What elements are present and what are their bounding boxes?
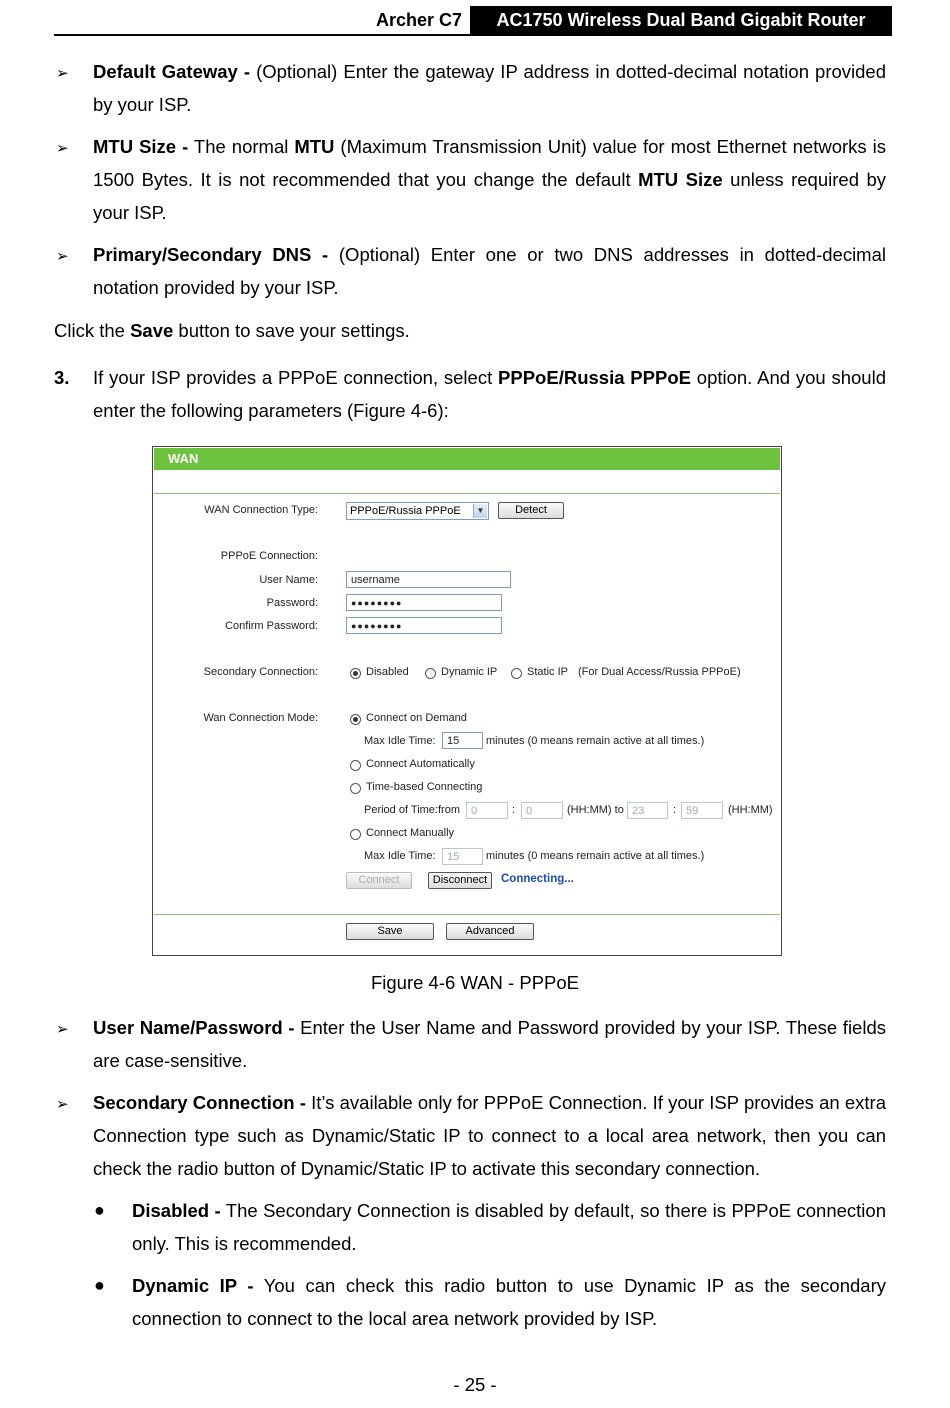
hhmm-to-label: (HH:MM) to bbox=[567, 804, 624, 816]
time-colon: : bbox=[512, 804, 516, 816]
step-number: 3. bbox=[54, 367, 70, 388]
username-label: User Name: bbox=[259, 574, 318, 586]
bullet-arrow-icon: ➢ bbox=[56, 140, 69, 157]
username-input[interactable]: username bbox=[346, 571, 511, 588]
page-header bbox=[54, 4, 892, 36]
bullet-arrow-icon: ➢ bbox=[56, 65, 69, 82]
radio-connect-manually[interactable] bbox=[350, 829, 361, 840]
connect-button[interactable]: Connect bbox=[346, 872, 412, 889]
radio-label-disabled: Disabled bbox=[366, 666, 409, 678]
bullet-arrow-icon: ➢ bbox=[56, 1096, 69, 1113]
secondary-note: (For Dual Access/Russia PPPoE) bbox=[578, 666, 741, 678]
max-idle-manual-input[interactable]: 15 bbox=[442, 848, 483, 865]
header-model: Archer C7 bbox=[375, 10, 462, 30]
confirm-password-input[interactable]: ●●●●●●●● bbox=[346, 617, 502, 634]
detect-button[interactable]: Detect bbox=[498, 502, 564, 519]
save-note: Click the Save button to save your settings. bbox=[54, 320, 410, 341]
wan-panel-title: WAN bbox=[154, 448, 780, 470]
connecting-status: Connecting... bbox=[501, 873, 574, 885]
radio-label-time-based: Time-based Connecting bbox=[366, 781, 483, 793]
bullet-dns: Primary/Secondary DNS - (Optional) Enter one or two DNS addresses in dotted-decimal notation provided by your ISP. bbox=[93, 244, 886, 298]
sub-bullet-disabled: Disabled - The Secondary Connection is disabled by default, so there is PPPoE connection only. This is recommended. bbox=[132, 1200, 886, 1254]
max-idle-note: minutes (0 means remain active at all times.) bbox=[486, 850, 705, 862]
bullet-secondary-connection: Secondary Connection - It’s available only for PPPoE Connection. If your ISP provides an extra Connection type such as Dynamic/Static IP to connect to a local area network, then you can check the radio button of Dynamic/Static IP to activate this secondary connection. bbox=[93, 1092, 886, 1179]
disconnect-button[interactable]: Disconnect bbox=[428, 872, 492, 889]
max-idle-label: Max Idle Time: bbox=[364, 735, 436, 747]
chevron-down-icon: ▼ bbox=[473, 504, 487, 518]
wan-type-label: WAN Connection Type: bbox=[204, 504, 318, 516]
bullet-arrow-icon: ➢ bbox=[56, 1021, 69, 1038]
password-label: Password: bbox=[266, 597, 318, 609]
divider bbox=[154, 493, 780, 494]
radio-label-on-demand: Connect on Demand bbox=[366, 712, 467, 724]
bullet-mtu-size: MTU Size - The normal MTU (Maximum Transmission Unit) value for most Ethernet networks is 1500 Bytes. It is not recommended that you change the default MTU Size unless required by your ISP. bbox=[93, 136, 887, 223]
radio-time-based[interactable] bbox=[350, 783, 361, 794]
step-3-text: If your ISP provides a PPPoE connection, select PPPoE/Russia PPPoE option. And you should enter the following parameters (Figure 4-6): bbox=[93, 367, 886, 421]
secondary-connection-label: Secondary Connection: bbox=[203, 666, 318, 678]
bullet-dot-icon: ● bbox=[94, 1200, 105, 1220]
period-label: Period of Time:from bbox=[364, 804, 460, 816]
hhmm-label: (HH:MM) bbox=[728, 804, 773, 816]
confirm-password-label: Confirm Password: bbox=[225, 620, 318, 632]
wan-type-value: PPPoE/Russia PPPoE bbox=[350, 505, 461, 517]
bullet-default-gateway: Default Gateway - (Optional) Enter the gateway IP address in dotted-decimal notation provided by your ISP. bbox=[93, 61, 886, 115]
bullet-dot-icon: ● bbox=[94, 1275, 105, 1295]
radio-secondary-static[interactable] bbox=[511, 668, 522, 679]
max-idle-input[interactable]: 15 bbox=[442, 732, 483, 749]
radio-label-static: Static IP bbox=[527, 666, 568, 678]
bullet-username-password: User Name/Password - Enter the User Name and Password provided by your ISP. These fields are case-sensitive. bbox=[93, 1017, 886, 1071]
wan-settings-figure bbox=[152, 446, 782, 956]
page-number: - 25 - bbox=[453, 1374, 497, 1395]
radio-connect-automatically[interactable] bbox=[350, 760, 361, 771]
time-colon: : bbox=[673, 804, 677, 816]
radio-label-automatically: Connect Automatically bbox=[366, 758, 475, 770]
wan-mode-label: Wan Connection Mode: bbox=[203, 712, 318, 724]
header-product: AC1750 Wireless Dual Band Gigabit Router bbox=[470, 6, 892, 34]
radio-label-manually: Connect Manually bbox=[366, 827, 455, 839]
sub-bullet-dynamic-ip: Dynamic IP - You can check this radio button to use Dynamic IP as the secondary connection to connect to the local area network provided by ISP. bbox=[132, 1275, 886, 1329]
to-minute-input[interactable]: 59 bbox=[681, 802, 723, 819]
advanced-button[interactable]: Advanced bbox=[446, 923, 534, 940]
save-button[interactable]: Save bbox=[346, 923, 434, 940]
divider bbox=[154, 914, 780, 915]
max-idle-label: Max Idle Time: bbox=[364, 850, 436, 862]
from-minute-input[interactable]: 0 bbox=[521, 802, 563, 819]
max-idle-note: minutes (0 means remain active at all times.) bbox=[486, 735, 705, 747]
to-hour-input[interactable]: 23 bbox=[627, 802, 668, 819]
radio-connect-on-demand[interactable] bbox=[350, 714, 361, 725]
radio-secondary-disabled[interactable] bbox=[350, 668, 361, 679]
password-input[interactable]: ●●●●●●●● bbox=[346, 594, 502, 611]
radio-secondary-dynamic[interactable] bbox=[425, 668, 436, 679]
bullet-arrow-icon: ➢ bbox=[56, 248, 69, 265]
pppoe-connection-label: PPPoE Connection: bbox=[220, 550, 318, 562]
wan-type-select[interactable] bbox=[346, 502, 489, 520]
from-hour-input[interactable]: 0 bbox=[466, 802, 508, 819]
radio-label-dynamic: Dynamic IP bbox=[441, 666, 498, 678]
figure-caption: Figure 4-6 WAN - PPPoE bbox=[370, 972, 580, 993]
